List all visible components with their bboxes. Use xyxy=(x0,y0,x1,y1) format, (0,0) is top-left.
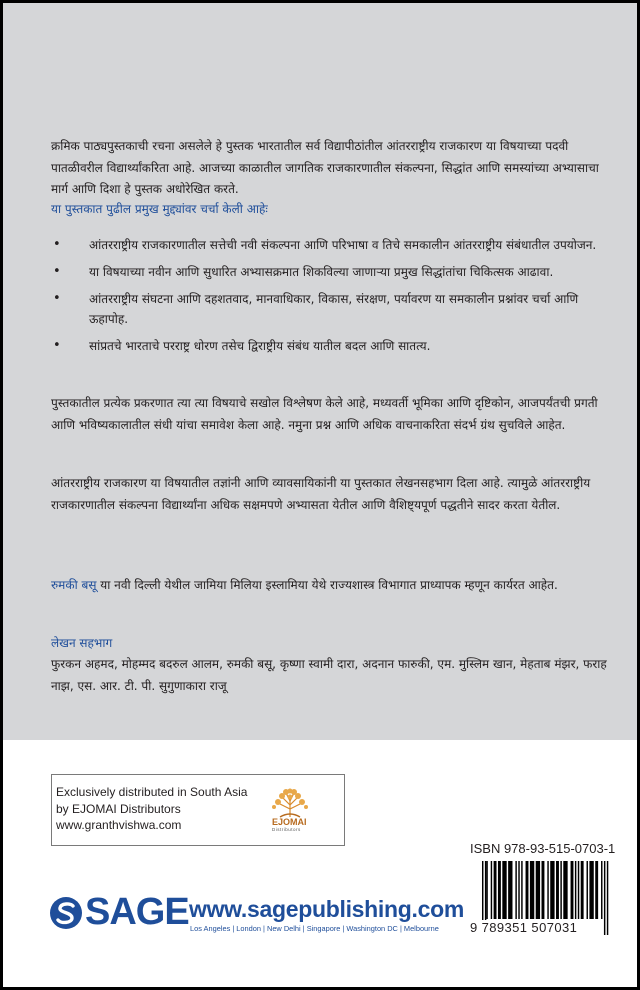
back-cover xyxy=(3,3,637,987)
ejomai-logo xyxy=(268,787,320,835)
list-item xyxy=(51,336,611,356)
barcode-bar xyxy=(560,861,561,919)
topic-text: आंतरराष्ट्रीय संघटना आणि दहशतवाद, मानवाधिकार, विकास, संरक्षण, पर्यावरण या समकालीन प्रश्नांवर चर्चा आणि ऊहापोह. xyxy=(89,292,579,326)
distributor-text xyxy=(56,784,247,834)
barcode-bar xyxy=(502,861,506,919)
barcode-bar xyxy=(607,861,608,935)
topics-heading: या पुस्तकात पुढील प्रमुख मुद्द्यांवर चर्चा केली आहेः xyxy=(51,202,268,216)
barcode-bar xyxy=(595,861,598,919)
contributors-names: फुरकन अहमद, मोहम्मद बदरुल आलम, रुमकी बसू, कृष्णा स्वामी दारा, अदनान फारुकी, एम. मुस्लिम खान, मेहताब मंझर, फराह नाझ, एस. आर. टी. पी. सुगुणाकारा राजू xyxy=(51,657,607,693)
barcode-bar xyxy=(530,861,534,919)
contributors-heading: लेखन सहभाग xyxy=(51,636,113,650)
barcode-bar xyxy=(556,861,559,919)
barcode-bar xyxy=(498,861,501,919)
barcode-bar xyxy=(601,861,602,919)
ejomai-brand: EJOMAI xyxy=(272,817,307,827)
isbn-label: ISBN 978-93-515-0703-1 xyxy=(470,841,616,856)
barcode-bar xyxy=(575,861,576,919)
barcode-bar xyxy=(587,861,588,919)
bullet-icon: • xyxy=(53,237,61,252)
topic-text: या विषयाच्या नवीन आणि सुधारित अभ्यासक्रमात शिकविल्या जाणाऱ्या प्रमुख सिद्धांतांचा चिकित्सक आढावा. xyxy=(89,265,554,279)
barcode-bar xyxy=(515,861,516,919)
list-item xyxy=(51,262,611,282)
barcode-bar xyxy=(536,861,540,919)
bullet-icon: • xyxy=(53,291,61,306)
barcode-bar xyxy=(571,861,574,919)
list-item xyxy=(51,235,611,255)
topic-text: आंतरराष्ट्रीय राजकारणातील सत्तेची नवी संकल्पना आणि परिभाषा व तिचे समकालीन आंतरराष्ट्रीय संबंधातील उपयोजन. xyxy=(89,238,597,252)
publisher-cities: Los Angeles | London | New Delhi | Singapore | Washington DC | Melbourne xyxy=(190,924,439,933)
barcode-bar xyxy=(578,861,579,919)
topics-list xyxy=(51,235,611,363)
distributor-line-2: by EJOMAI Distributors xyxy=(56,801,181,816)
barcode-bar xyxy=(542,861,545,919)
list-item xyxy=(51,289,611,329)
barcode-bar xyxy=(526,861,529,919)
barcode-bar xyxy=(547,861,548,919)
barcode-bar xyxy=(589,861,593,919)
author-name: रुमकी बसू xyxy=(51,578,97,592)
barcode-bar xyxy=(486,861,487,919)
description-panel xyxy=(3,3,637,740)
author-bio xyxy=(51,575,611,597)
barcode-bar xyxy=(604,861,605,935)
bullet-icon: • xyxy=(53,338,61,353)
barcode-bar xyxy=(563,861,567,919)
barcode-bar xyxy=(521,861,522,919)
barcode-number: 9 789351 507031 xyxy=(470,920,578,935)
barcode-bar xyxy=(518,861,519,919)
barcode-bar xyxy=(491,861,492,919)
sage-logo-icon xyxy=(49,896,83,930)
sage-wordmark: SAGE xyxy=(85,891,189,933)
distributor-url[interactable]: www.granthvishwa.com xyxy=(56,818,182,832)
distributor-box xyxy=(51,774,345,846)
distributor-line-1: Exclusively distributed in South Asia xyxy=(56,785,248,799)
topic-text: सांप्रतचे भारताचे परराष्ट्र धोरण तसेच द्विराष्ट्रीय संबंध यातील बदल आणि सातत्य. xyxy=(89,339,431,353)
author-bio-text: या नवी दिल्ली येथील जामिया मिलिया इस्लामिया येथे राज्यशास्त्र विभागात प्राध्यापक म्हणून कार्यरत आहेत. xyxy=(96,578,558,592)
contributors-paragraph: आंतरराष्ट्रीय राजकारण या विषयातील तज्ञांनी आणि व्यावसायिकांनी या पुस्तकात लेखनसहभाग दिला आहे. त्यामुळे आंतरराष्ट्रीय राजकारणातील संकल्पना विद्यार्थ्यांना अधिक सक्षमपणे अभ्यासता येतील आणि वैशिष्ट्यपूर्ण पद्धतीने सादर करता येतील. xyxy=(51,476,591,512)
barcode-bar xyxy=(550,861,554,919)
intro-paragraph: क्रमिक पाठ्यपुस्तकाची रचना असलेले हे पुस्तक भारतातील सर्व विद्यापीठांतील आंतरराष्ट्रीय राजकारण या विषयाच्या पदवी पातळीवरील विद्यार्थ्यांकरिता आहे. आजच्या काळातील जागतिक राजकारणातील संकल्पना, सिद्धांत आणि समस्यांच्या अभ्यासाचा मार्ग आणि दिशा हे पुस्तक अधोरेखित करते. xyxy=(51,139,599,196)
barcode-bar xyxy=(581,861,584,919)
tree-icon xyxy=(268,787,312,819)
chapters-paragraph: पुस्तकातील प्रत्येक प्रकरणात त्या त्या विषयाचे सखोल विश्लेषण केले आहे, मध्यवर्ती भूमिका आणि दृष्टिकोन, आजपर्यंतची प्रगती आणि भविष्यकालातील संधी यांचा समावेश केला आहे. नमुना प्रश्न आणि अधिक वाचनाकरिता संदर्भ ग्रंथ सुचविले आहेत. xyxy=(51,396,598,432)
barcode-bar xyxy=(494,861,497,919)
publisher-url[interactable]: www.sagepublishing.com xyxy=(189,896,464,922)
ejomai-subtitle: Distributors xyxy=(272,827,301,832)
bullet-icon: • xyxy=(53,264,61,279)
barcode-bar xyxy=(508,861,512,919)
